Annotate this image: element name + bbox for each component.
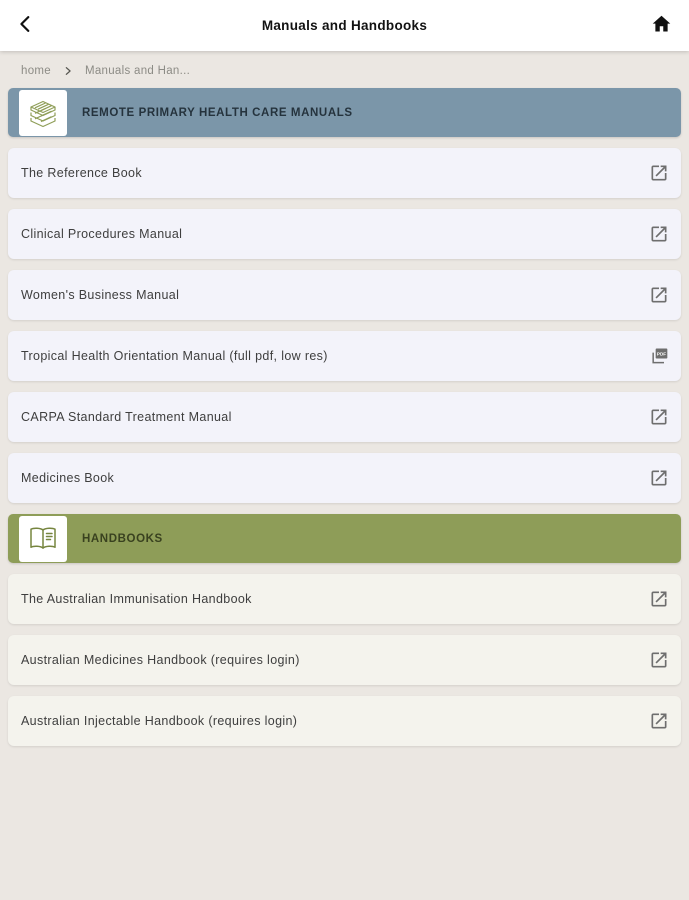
section-header-handbooks xyxy=(8,514,681,563)
home-button[interactable] xyxy=(637,0,685,51)
list-item-label: Clinical Procedures Manual xyxy=(21,227,183,241)
app-bar xyxy=(0,0,689,51)
external-link-icon xyxy=(649,589,669,609)
external-link-icon xyxy=(649,224,669,244)
external-link-icon xyxy=(649,407,669,427)
list-item-label: Australian Injectable Handbook (requires login) xyxy=(21,714,298,728)
list-item-label: Tropical Health Orientation Manual (full pdf, low res) xyxy=(21,349,328,363)
list-item-medicines-handbook[interactable] xyxy=(8,635,681,685)
section-header-manuals xyxy=(8,88,681,137)
chevron-right-icon xyxy=(63,66,73,76)
list-item-label: Medicines Book xyxy=(21,471,115,485)
svg-text:PDF: PDF xyxy=(656,351,667,357)
list-item-clinical-procedures[interactable] xyxy=(8,209,681,259)
open-book-icon xyxy=(19,516,67,562)
list-item-womens-business[interactable] xyxy=(8,270,681,320)
list-item-reference-book[interactable] xyxy=(8,148,681,198)
external-link-icon xyxy=(649,711,669,731)
content-list xyxy=(0,88,689,746)
list-item-medicines-book[interactable] xyxy=(8,453,681,503)
external-link-icon xyxy=(649,650,669,670)
section-title: HANDBOOKS xyxy=(82,532,163,545)
external-link-icon xyxy=(649,163,669,183)
external-link-icon xyxy=(649,468,669,488)
chevron-left-icon xyxy=(15,13,37,38)
list-item-label: Women's Business Manual xyxy=(21,288,180,302)
external-link-icon xyxy=(649,285,669,305)
list-item-label: CARPA Standard Treatment Manual xyxy=(21,410,232,424)
breadcrumb-current: Manuals and Han... xyxy=(84,65,191,77)
list-item-carpa-standard[interactable] xyxy=(8,392,681,442)
list-item-label: The Reference Book xyxy=(21,166,142,180)
section-title: REMOTE PRIMARY HEALTH CARE MANUALS xyxy=(82,106,353,119)
list-item-label: The Australian Immunisation Handbook xyxy=(21,592,252,606)
books-stack-icon xyxy=(19,90,67,136)
back-button[interactable] xyxy=(2,0,50,51)
list-item-immunisation-handbook[interactable] xyxy=(8,574,681,624)
list-item-injectable-handbook[interactable] xyxy=(8,696,681,746)
breadcrumb-home[interactable]: home xyxy=(21,65,51,77)
list-item-label: Australian Medicines Handbook (requires login) xyxy=(21,653,300,667)
page-title: Manuals and Handbooks xyxy=(261,18,428,33)
home-icon xyxy=(651,14,672,38)
breadcrumb xyxy=(0,51,689,88)
pdf-icon xyxy=(649,346,669,366)
list-item-tropical-health[interactable] xyxy=(8,331,681,381)
